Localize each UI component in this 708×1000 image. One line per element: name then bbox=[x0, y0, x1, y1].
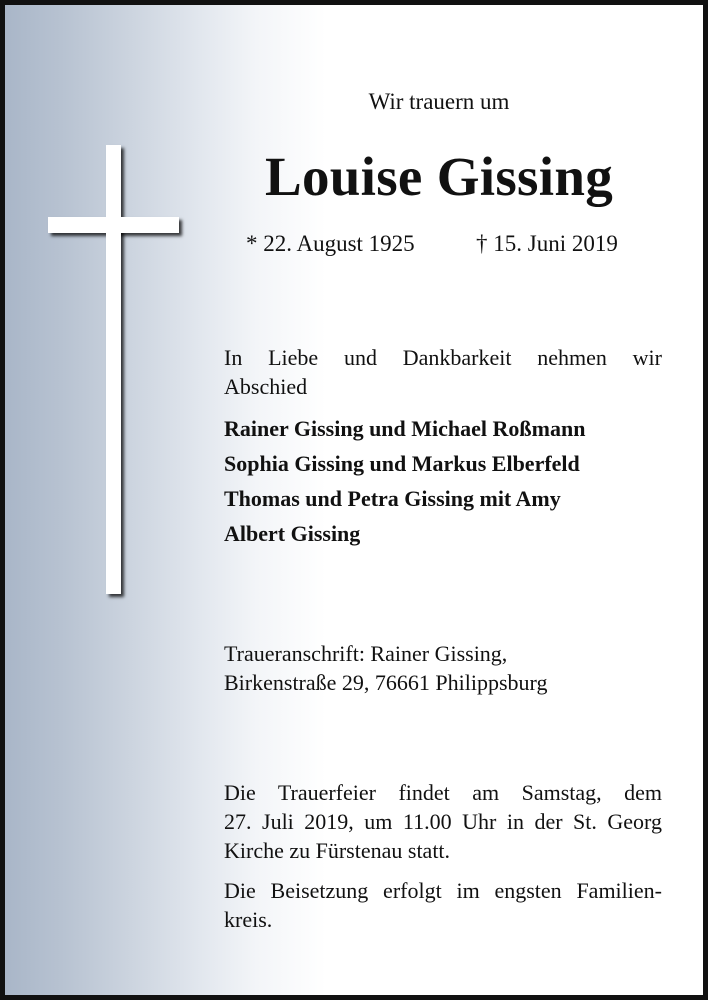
burial-line: Die Beisetzung erfolgt im engsten Familien- bbox=[224, 878, 662, 903]
farewell-line: Abschied bbox=[224, 374, 308, 399]
mourner-entry: Thomas und Petra Gissing mit Amy bbox=[224, 486, 561, 511]
service-line: Kirche zu Fürstenau statt. bbox=[224, 838, 451, 863]
service-line: Die Trauerfeier findet am Samstag, dem bbox=[224, 780, 662, 805]
mourning-address bbox=[224, 639, 662, 697]
address-line: Traueranschrift: Rainer Gissing, bbox=[224, 641, 508, 666]
mourner-entry: Sophia Gissing und Markus Elberfeld bbox=[224, 451, 580, 476]
burial-notice bbox=[224, 876, 662, 934]
cross-vertical-beam-overlay bbox=[106, 145, 121, 594]
farewell-text bbox=[224, 343, 662, 401]
intro-text: Wir trauern um bbox=[368, 89, 510, 114]
address-line: Birkenstraße 29, 76661 Philippsburg bbox=[224, 670, 548, 695]
mourners-list bbox=[224, 411, 585, 551]
funeral-service-notice bbox=[224, 778, 662, 865]
mourner-entry: Rainer Gissing und Michael Roßmann bbox=[224, 416, 586, 441]
burial-line: kreis. bbox=[224, 907, 273, 932]
service-line: 27. Juli 2019, um 11.00 Uhr in der St. Georg bbox=[224, 809, 662, 834]
birth-date: * 22. August 1925 bbox=[246, 231, 415, 256]
deceased-name: Louise Gissing bbox=[264, 146, 614, 207]
death-date: † 15. Juni 2019 bbox=[476, 231, 618, 256]
farewell-line: In Liebe und Dankbarkeit nehmen wir bbox=[224, 345, 662, 370]
mourner-entry: Albert Gissing bbox=[224, 521, 361, 546]
